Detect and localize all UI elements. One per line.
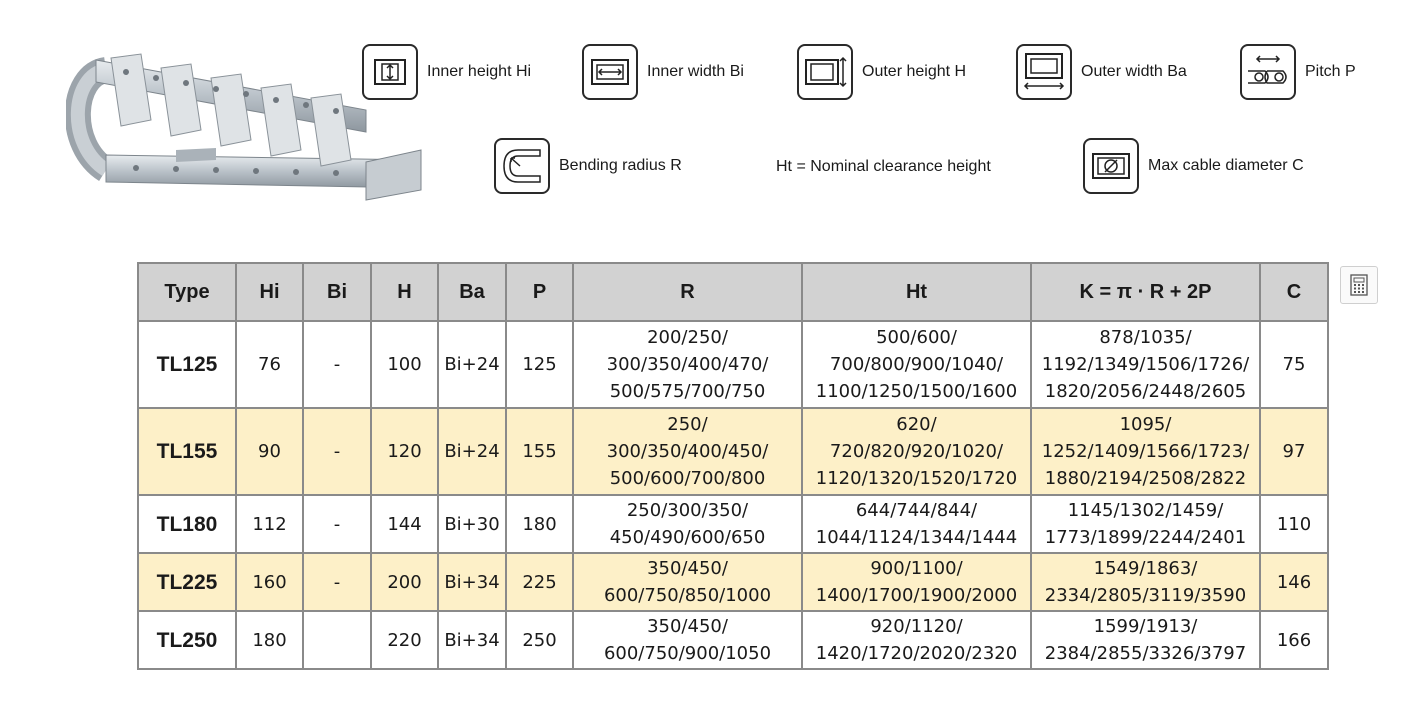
legend-nominal-clearance-label: Ht = Nominal clearance height — [776, 158, 991, 175]
table-row — [138, 495, 1328, 553]
outer-width-icon — [1016, 44, 1072, 100]
header-type: Type — [138, 263, 236, 321]
legend-nominal-clearance — [776, 158, 991, 176]
table-row — [138, 408, 1328, 495]
cell-h: 220 — [371, 611, 438, 669]
cell-c: 97 — [1260, 408, 1328, 495]
header-h: H — [371, 263, 438, 321]
cell-hi: 112 — [236, 495, 303, 553]
legend-max-cable-label: Max cable diameter C — [1148, 157, 1304, 174]
header-c: C — [1260, 263, 1328, 321]
legend-pitch-label: Pitch P — [1305, 63, 1356, 80]
cell-r: 350/450/ 600/750/850/1000 — [573, 553, 802, 611]
header-p: P — [506, 263, 573, 321]
cell-p: 225 — [506, 553, 573, 611]
header-hi: Hi — [236, 263, 303, 321]
cell-k: 1145/1302/1459/ 1773/1899/2244/2401 — [1031, 495, 1260, 553]
legend-outer-height — [797, 44, 966, 100]
cell-c: 146 — [1260, 553, 1328, 611]
calculator-button[interactable] — [1340, 266, 1378, 304]
cell-hi: 180 — [236, 611, 303, 669]
cell-type: TL250 — [138, 611, 236, 669]
cell-hi: 76 — [236, 321, 303, 408]
legend-pitch — [1240, 44, 1356, 100]
legend-inner-height-label: Inner height Hi — [427, 63, 532, 80]
legend-bending-radius — [494, 138, 682, 194]
legend-max-cable — [1083, 138, 1304, 194]
cell-bi: - — [303, 495, 371, 553]
cell-hi: 90 — [236, 408, 303, 495]
cell-ba: Bi+24 — [438, 321, 506, 408]
cell-type: TL225 — [138, 553, 236, 611]
cell-type: TL155 — [138, 408, 236, 495]
cell-p: 250 — [506, 611, 573, 669]
legend-inner-width — [582, 44, 744, 100]
cell-c: 166 — [1260, 611, 1328, 669]
cell-bi: - — [303, 553, 371, 611]
table-row — [138, 611, 1328, 669]
cell-ht: 500/600/ 700/800/900/1040/ 1100/1250/1500/1600 — [802, 321, 1031, 408]
table-header-row — [138, 263, 1328, 321]
cell-c: 75 — [1260, 321, 1328, 408]
legend-outer-height-label: Outer height H — [862, 63, 967, 80]
outer-height-icon — [797, 44, 853, 100]
spec-table — [137, 262, 1329, 670]
header-ht: Ht — [802, 263, 1031, 321]
cell-bi: - — [303, 408, 371, 495]
cell-h: 100 — [371, 321, 438, 408]
table-row — [138, 321, 1328, 408]
inner-width-icon — [582, 44, 638, 100]
bending-radius-icon — [494, 138, 550, 194]
cell-k: 1095/ 1252/1409/1566/1723/ 1880/2194/2508/2822 — [1031, 408, 1260, 495]
cell-k: 1549/1863/ 2334/2805/3119/3590 — [1031, 553, 1260, 611]
legend-bending-radius-label: Bending radius R — [559, 157, 682, 174]
cell-bi: - — [303, 321, 371, 408]
cell-ba: Bi+30 — [438, 495, 506, 553]
cell-ba: Bi+34 — [438, 611, 506, 669]
cell-bi — [303, 611, 371, 669]
header-r: R — [573, 263, 802, 321]
calculator-icon — [1349, 274, 1369, 296]
header-k: K = π · R + 2P — [1031, 263, 1260, 321]
cell-r: 350/450/ 600/750/900/1050 — [573, 611, 802, 669]
cell-ht: 620/ 720/820/920/1020/ 1120/1320/1520/1720 — [802, 408, 1031, 495]
legend-outer-width-label: Outer width Ba — [1081, 63, 1187, 80]
header-ba: Ba — [438, 263, 506, 321]
cell-type: TL180 — [138, 495, 236, 553]
pitch-icon — [1240, 44, 1296, 100]
cell-k: 878/1035/ 1192/1349/1506/1726/ 1820/2056/2448/2605 — [1031, 321, 1260, 408]
cell-ba: Bi+24 — [438, 408, 506, 495]
cell-ht: 900/1100/ 1400/1700/1900/2000 — [802, 553, 1031, 611]
legend-inner-height — [362, 44, 531, 100]
max-cable-diameter-icon — [1083, 138, 1139, 194]
cell-r: 200/250/ 300/350/400/470/ 500/575/700/750 — [573, 321, 802, 408]
legend-outer-width — [1016, 44, 1187, 100]
table-row — [138, 553, 1328, 611]
cell-h: 144 — [371, 495, 438, 553]
cell-k: 1599/1913/ 2384/2855/3326/3797 — [1031, 611, 1260, 669]
cell-ba: Bi+34 — [438, 553, 506, 611]
cell-r: 250/300/350/ 450/490/600/650 — [573, 495, 802, 553]
legend-inner-width-label: Inner width Bi — [647, 63, 744, 80]
cell-p: 125 — [506, 321, 573, 408]
header-bi: Bi — [303, 263, 371, 321]
cell-ht: 920/1120/ 1420/1720/2020/2320 — [802, 611, 1031, 669]
cell-c: 110 — [1260, 495, 1328, 553]
inner-height-icon — [362, 44, 418, 100]
cell-hi: 160 — [236, 553, 303, 611]
cell-r: 250/ 300/350/400/450/ 500/600/700/800 — [573, 408, 802, 495]
cell-p: 155 — [506, 408, 573, 495]
cell-h: 200 — [371, 553, 438, 611]
cell-ht: 644/744/844/ 1044/1124/1344/1444 — [802, 495, 1031, 553]
cell-p: 180 — [506, 495, 573, 553]
cell-type: TL125 — [138, 321, 236, 408]
cell-h: 120 — [371, 408, 438, 495]
